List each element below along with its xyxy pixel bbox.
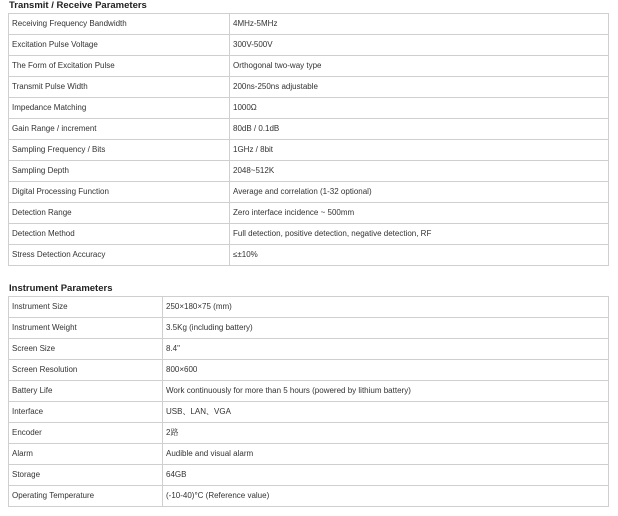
parameter-label: Screen Resolution bbox=[9, 360, 163, 381]
parameter-value: 80dB / 0.1dB bbox=[230, 119, 609, 140]
parameter-label: Transmit Pulse Width bbox=[9, 77, 230, 98]
table-row bbox=[9, 119, 609, 140]
parameter-value: 4MHz-5MHz bbox=[230, 14, 609, 35]
parameter-value: 800×600 bbox=[163, 360, 609, 381]
table-row bbox=[9, 297, 609, 318]
parameter-value: 2048~512K bbox=[230, 161, 609, 182]
table-body bbox=[9, 14, 609, 266]
table-row bbox=[9, 465, 609, 486]
table-row bbox=[9, 360, 609, 381]
parameter-label: Interface bbox=[9, 402, 163, 423]
table-row bbox=[9, 423, 609, 444]
table-row bbox=[9, 245, 609, 266]
parameter-label: Impedance Matching bbox=[9, 98, 230, 119]
table-row bbox=[9, 339, 609, 360]
table-row bbox=[9, 56, 609, 77]
parameter-value: 8.4" bbox=[163, 339, 609, 360]
parameter-label: Battery Life bbox=[9, 381, 163, 402]
parameter-value: Work continuously for more than 5 hours (powered by lithium battery) bbox=[163, 381, 609, 402]
table-row bbox=[9, 140, 609, 161]
table-row bbox=[9, 203, 609, 224]
parameter-label: The Form of Excitation Pulse bbox=[9, 56, 230, 77]
parameter-label: Sampling Depth bbox=[9, 161, 230, 182]
table-row bbox=[9, 381, 609, 402]
table-row bbox=[9, 486, 609, 507]
parameter-value: 200ns-250ns adjustable bbox=[230, 77, 609, 98]
parameter-label: Stress Detection Accuracy bbox=[9, 245, 230, 266]
parameter-label: Detection Range bbox=[9, 203, 230, 224]
parameter-label: Alarm bbox=[9, 444, 163, 465]
table-row bbox=[9, 161, 609, 182]
parameter-label: Screen Size bbox=[9, 339, 163, 360]
parameter-value: Zero interface incidence ~ 500mm bbox=[230, 203, 609, 224]
parameter-value: (-10-40)°C (Reference value) bbox=[163, 486, 609, 507]
parameter-label: Operating Temperature bbox=[9, 486, 163, 507]
table-body bbox=[9, 297, 609, 507]
parameter-value: 2路 bbox=[163, 423, 609, 444]
parameter-label: Instrument Size bbox=[9, 297, 163, 318]
parameter-value: ≤±10% bbox=[230, 245, 609, 266]
parameter-label: Detection Method bbox=[9, 224, 230, 245]
section-title-transmit-receive: Transmit / Receive Parameters bbox=[9, 0, 147, 11]
parameter-label: Gain Range / increment bbox=[9, 119, 230, 140]
parameter-value: Average and correlation (1-32 optional) bbox=[230, 182, 609, 203]
parameter-value: 300V-500V bbox=[230, 35, 609, 56]
transmit-receive-parameters-table bbox=[8, 13, 609, 266]
instrument-parameters-table bbox=[8, 296, 609, 507]
parameter-label: Digital Processing Function bbox=[9, 182, 230, 203]
parameter-value: Orthogonal two-way type bbox=[230, 56, 609, 77]
parameter-value: 64GB bbox=[163, 465, 609, 486]
table-row bbox=[9, 444, 609, 465]
table-row bbox=[9, 182, 609, 203]
parameter-label: Storage bbox=[9, 465, 163, 486]
table-row bbox=[9, 14, 609, 35]
table-row bbox=[9, 402, 609, 423]
parameter-value: 1GHz / 8bit bbox=[230, 140, 609, 161]
parameter-label: Instrument Weight bbox=[9, 318, 163, 339]
table-row bbox=[9, 77, 609, 98]
parameter-value: 3.5Kg (including battery) bbox=[163, 318, 609, 339]
table-row bbox=[9, 318, 609, 339]
parameter-label: Sampling Frequency / Bits bbox=[9, 140, 230, 161]
parameter-value: Audible and visual alarm bbox=[163, 444, 609, 465]
table-row bbox=[9, 35, 609, 56]
parameter-value: 1000Ω bbox=[230, 98, 609, 119]
table-row bbox=[9, 224, 609, 245]
parameter-value: USB、LAN、VGA bbox=[163, 402, 609, 423]
parameter-value: Full detection, positive detection, negative detection, RF bbox=[230, 224, 609, 245]
section-title-instrument: Instrument Parameters bbox=[9, 283, 113, 294]
parameter-label: Excitation Pulse Voltage bbox=[9, 35, 230, 56]
parameter-label: Receiving Frequency Bandwidth bbox=[9, 14, 230, 35]
parameter-label: Encoder bbox=[9, 423, 163, 444]
parameter-value: 250×180×75 (mm) bbox=[163, 297, 609, 318]
table-row bbox=[9, 98, 609, 119]
